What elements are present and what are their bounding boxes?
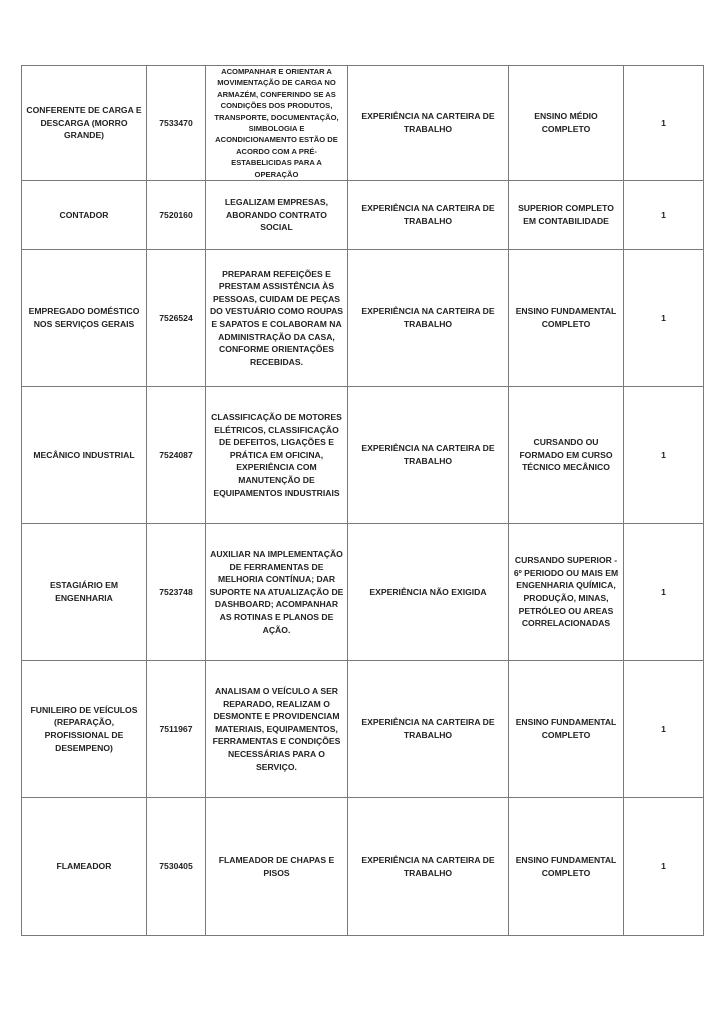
job-code-cell: 7520160 [147, 181, 206, 250]
table-row [22, 524, 704, 661]
education-cell: CURSANDO SUPERIOR - 6º PERIODO OU MAIS EM ENGENHARIA QUÍMICA, PRODUÇÃO, MINAS, PETRÓLEO OU AREAS CORRELACIONADAS [509, 524, 624, 661]
table-row [22, 387, 704, 524]
vacancies-cell: 1 [624, 798, 704, 936]
table-row [22, 798, 704, 936]
job-title-cell: FUNILEIRO DE VEÍCULOS (REPARAÇÃO, PROFISSIONAL DE DESEMPENO) [22, 661, 147, 798]
table-row [22, 181, 704, 250]
vacancies-cell: 1 [624, 661, 704, 798]
education-cell: ENSINO FUNDAMENTAL COMPLETO [509, 661, 624, 798]
job-code-cell: 7523748 [147, 524, 206, 661]
job-code-cell: 7526524 [147, 250, 206, 387]
education-cell: ENSINO FUNDAMENTAL COMPLETO [509, 798, 624, 936]
job-code-cell: 7524087 [147, 387, 206, 524]
experience-cell: EXPERIÊNCIA NA CARTEIRA DE TRABALHO [348, 798, 509, 936]
experience-cell: EXPERIÊNCIA NA CARTEIRA DE TRABALHO [348, 250, 509, 387]
job-description-cell: AUXILIAR NA IMPLEMENTAÇÃO DE FERRAMENTAS DE MELHORIA CONTÍNUA; DAR SUPORTE NA ATUALIZAÇÃO DE DASHBOARD; ACOMPANHAR AS ROTINAS E PLANOS DE AÇÃO. [206, 524, 348, 661]
job-description-cell: FLAMEADOR DE CHAPAS E PISOS [206, 798, 348, 936]
vacancies-cell: 1 [624, 66, 704, 181]
job-code-cell: 7533470 [147, 66, 206, 181]
job-title-cell: CONFERENTE DE CARGA E DESCARGA (MORRO GRANDE) [22, 66, 147, 181]
experience-cell: EXPERIÊNCIA NA CARTEIRA DE TRABALHO [348, 181, 509, 250]
experience-cell: EXPERIÊNCIA NÃO EXIGIDA [348, 524, 509, 661]
education-cell: CURSANDO OU FORMADO EM CURSO TÉCNICO MECÂNICO [509, 387, 624, 524]
experience-cell: EXPERIÊNCIA NA CARTEIRA DE TRABALHO [348, 387, 509, 524]
job-description-cell: ACOMPANHAR E ORIENTAR A MOVIMENTAÇÃO DE CARGA NO ARMAZÉM, CONFERINDO SE AS CONDIÇÕES DOS PRODUTOS, TRANSPORTE, DOCUMENTAÇÃO, SIMBOLOGIA E ACONDICIONAMENTO ESTÃO DE ACORDO COM A PRÉ-ESTABELICIDAS PARA A OPERAÇÃO [206, 66, 348, 181]
job-description-cell: LEGALIZAM EMPRESAS, ABORANDO CONTRATO SOCIAL [206, 181, 348, 250]
education-cell: SUPERIOR COMPLETO EM CONTABILIDADE [509, 181, 624, 250]
job-openings-table [21, 65, 704, 936]
job-description-cell: ANALISAM O VEÍCULO A SER REPARADO, REALIZAM O DESMONTE E PROVIDENCIAM MATERIAIS, EQUIPAMENTOS, FERRAMENTAS E CONDIÇÕES NECESSÁRIAS PARA O SERVIÇO. [206, 661, 348, 798]
vacancies-cell: 1 [624, 524, 704, 661]
job-title-cell: MECÂNICO INDUSTRIAL [22, 387, 147, 524]
education-cell: ENSINO MÉDIO COMPLETO [509, 66, 624, 181]
table-row [22, 66, 704, 181]
vacancies-cell: 1 [624, 387, 704, 524]
job-description-cell: PREPARAM REFEIÇÕES E PRESTAM ASSISTÊNCIA ÀS PESSOAS, CUIDAM DE PEÇAS DO VESTUÁRIO COMO ROUPAS E SAPATOS E COLABORAM NA ADMINISTRAÇÃO DA CASA, CONFORME ORIENTAÇÕES RECEBIDAS. [206, 250, 348, 387]
vacancies-cell: 1 [624, 250, 704, 387]
job-title-cell: CONTADOR [22, 181, 147, 250]
table-row [22, 661, 704, 798]
job-code-cell: 7530405 [147, 798, 206, 936]
experience-cell: EXPERIÊNCIA NA CARTEIRA DE TRABALHO [348, 66, 509, 181]
table-row [22, 250, 704, 387]
vacancies-cell: 1 [624, 181, 704, 250]
job-title-cell: ESTAGIÁRIO EM ENGENHARIA [22, 524, 147, 661]
experience-cell: EXPERIÊNCIA NA CARTEIRA DE TRABALHO [348, 661, 509, 798]
education-cell: ENSINO FUNDAMENTAL COMPLETO [509, 250, 624, 387]
job-title-cell: FLAMEADOR [22, 798, 147, 936]
job-description-cell: CLASSIFICAÇÃO DE MOTORES ELÉTRICOS, CLASSIFICAÇÃO DE DEFEITOS, LIGAÇÕES E PRÁTICA EM OFICINA, EXPERIÊNCIA COM MANUTENÇÃO DE EQUIPAMENTOS INDUSTRIAIS [206, 387, 348, 524]
job-code-cell: 7511967 [147, 661, 206, 798]
job-title-cell: EMPREGADO DOMÉSTICO NOS SERVIÇOS GERAIS [22, 250, 147, 387]
